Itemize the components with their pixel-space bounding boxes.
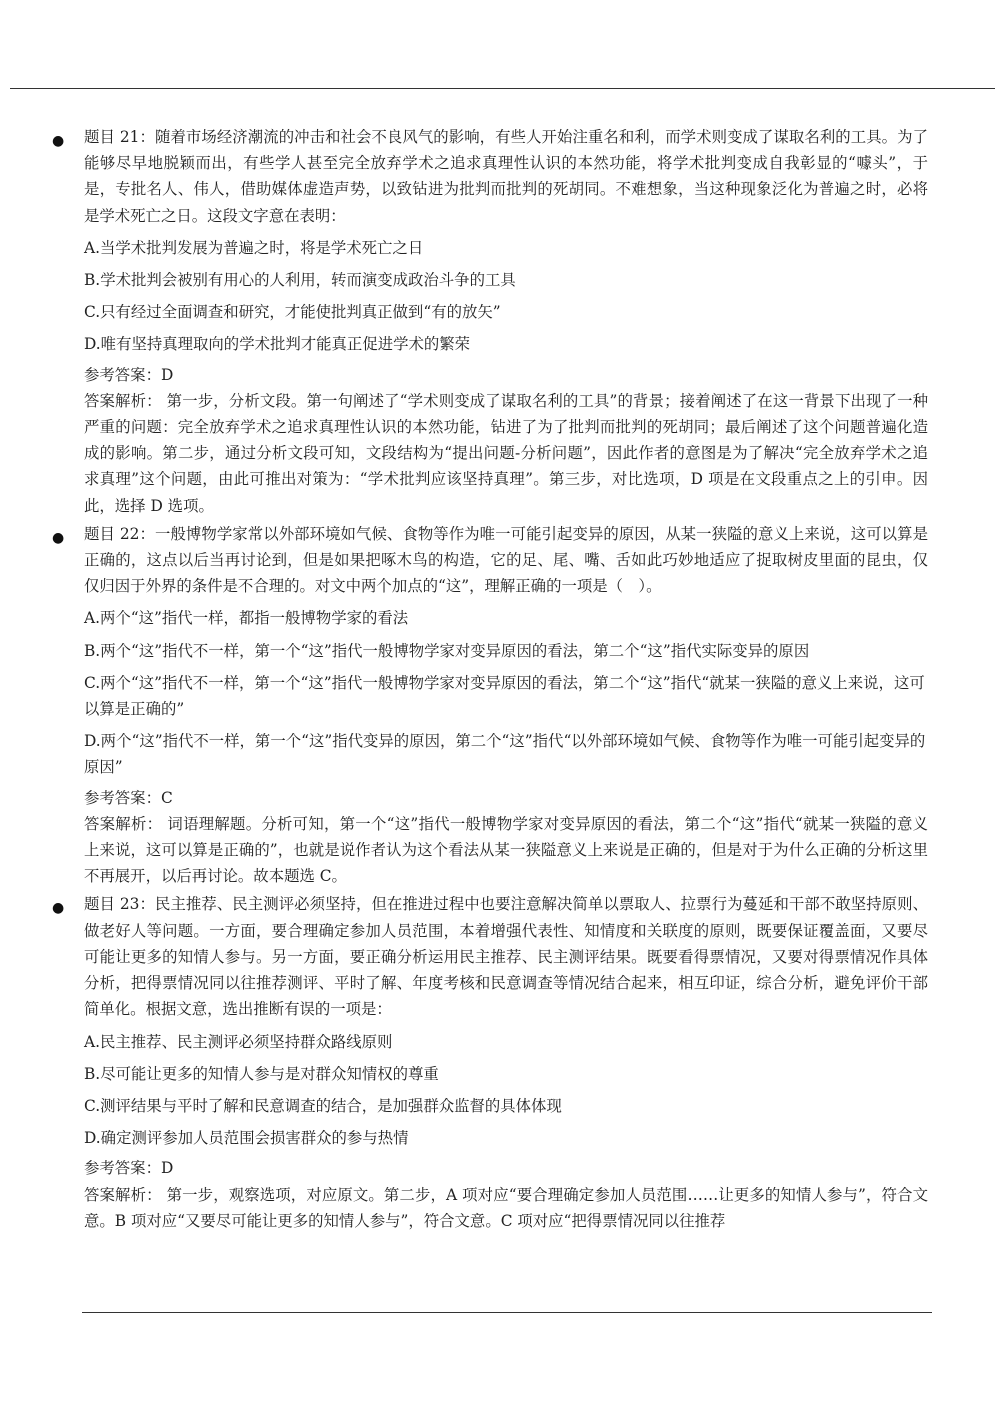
option-b: B.尽可能让更多的知情人参与是对群众知情权的尊重 [84, 1064, 439, 1083]
option-d: D.确定测评参加人员范围会损害群众的参与热情 [84, 1129, 409, 1148]
option-c: C.只有经过全面调查和研究，才能使批判真正做到“有的放矢” [84, 303, 501, 322]
reference-answer: 参考答案：D [84, 365, 174, 384]
question-list [0, 124, 1000, 1234]
reference-answer: 参考答案：C [84, 788, 173, 807]
option-a: A.当学术批判发展为普遍之时，将是学术死亡之日 [84, 238, 424, 257]
answer-analysis: 答案解析： 第一步，观察选项，对应原文。第二步，A 项对应“要合理确定参加人员范围……让更多的知情人参与”，符合文意。B 项对应“又要尽可能让更多的知情人参与”，符合文意。C 项对应“把得票情况同以往推荐 [84, 1185, 928, 1230]
option-d: D.两个“这”指代不一样，第一个“这”指代变异的原因，第二个“这”指代“以外部环境如气候、食物等作为唯一可能引起变异的原因” [84, 732, 926, 777]
option-b: B.学术批判会被别有用心的人利用，转而演变成政治斗争的工具 [84, 271, 516, 290]
question-23 [0, 891, 928, 1233]
answer-analysis: 答案解析： 第一步，分析文段。第一句阐述了“学术则变成了谋取名利的工具”的背景；接着阐述了在这一背景下出现了一种严重的问题：完全放弃学术之追求真理性认识的本然功能，钻进了为了批判而批判的死胡同；最后阐述了这个问题普遍化造成的影响。第二步，通过分析文段可知，文段结构为“提出问题-分析问题”，因此作者的意图是为了解决“完全放弃学术之追求真理”这个问题，由此可推出对策为：“学术批判应该坚持真理”。第三步，对比选项，D 项是在文段重点之上的引申。因此，选择 D 选项。 [84, 391, 928, 515]
bullet-icon: ● [52, 900, 65, 917]
header-divider [10, 88, 995, 89]
bullet-icon: ● [52, 529, 65, 546]
bullet-icon: ● [52, 133, 65, 149]
footer-divider [82, 1312, 932, 1313]
option-a: A.两个“这”指代一样，都指一般博物学家的看法 [84, 609, 409, 628]
option-d: D.唯有坚持真理取向的学术批判才能真正促进学术的繁荣 [84, 335, 471, 354]
reference-answer: 参考答案：D [84, 1159, 174, 1178]
question-22 [0, 521, 928, 890]
option-c: C.测评结果与平时了解和民意调查的结合，是加强群众监督的具体体现 [84, 1096, 562, 1115]
question-21 [0, 124, 928, 519]
answer-analysis: 答案解析： 词语理解题。分析可知，第一个“这”指代一般博物学家对变异原因的看法，第二个“这”指代“就某一狭隘的意义上来说，这可以算是正确的”，也就是说作者认为这个看法从某一狭隘意义上来说是正确的，但是对于为什么正确的分析这里不再展开，以后再讨论。故本题选 C。 [84, 814, 928, 886]
question-stem: 题目 22：一般博物学家常以外部环境如气候、食物等作为唯一可能引起变异的原因，从某一狭隘的意义上来说，这可以算是正确的，这点以后当再讨论到，但是如果把啄木鸟的构造，它的足、尾、嘴、舌如此巧妙地适应了捉取树皮里面的昆虫，仅仅归因于外界的条件是不合理的。对文中两个加点的“这”，理解正确的一项是（ ）。 [84, 524, 928, 596]
option-c: C.两个“这”指代不一样，第一个“这”指代一般博物学家对变异原因的看法，第二个“这”指代“就某一狭隘的意义上来说，这可以算是正确的” [84, 673, 925, 719]
question-stem: 题目 23：民主推荐、民主测评必须坚持，但在推进过程中也要注意解决简单以票取人、拉票行为蔓延和干部不敢坚持原则、做老好人等问题。一方面，要合理确定参加人员范围，本着增强代表性、知情度和关联度的原则，既要保证覆盖面，又要尽可能让更多的知情人参与。另一方面，要正确分析运用民主推荐、民主测评结果。既要看得票情况，又要对得票情况作具体分析，把得票情况同以往推荐测评、平时了解、年度考核和民意调查等情况结合起来，相互印证，综合分析，避免评价干部简单化。根据文意，选出推断有误的一项是： [84, 895, 928, 1019]
question-stem: 题目 21：随着市场经济潮流的冲击和社会不良风气的影响，有些人开始注重名和利，而学术则变成了谋取名利的工具。为了能够尽早地脱颖而出，有些学人甚至完全放弃学术之追求真理性认识的本然功能，将学术批判变成自我彰显的“噱头”，于是，专批名人、伟人，借助媒体虚造声势，以致钻进为批判而批判的死胡同。不难想象，当这种现象泛化为普遍之时，必将是学术死亡之日。这段文字意在表明： [84, 128, 928, 225]
option-a: A.民主推荐、民主测评必须坚持群众路线原则 [84, 1032, 393, 1051]
option-b: B.两个“这”指代不一样，第一个“这”指代一般博物学家对变异原因的看法，第二个“这”指代实际变异的原因 [84, 641, 810, 660]
